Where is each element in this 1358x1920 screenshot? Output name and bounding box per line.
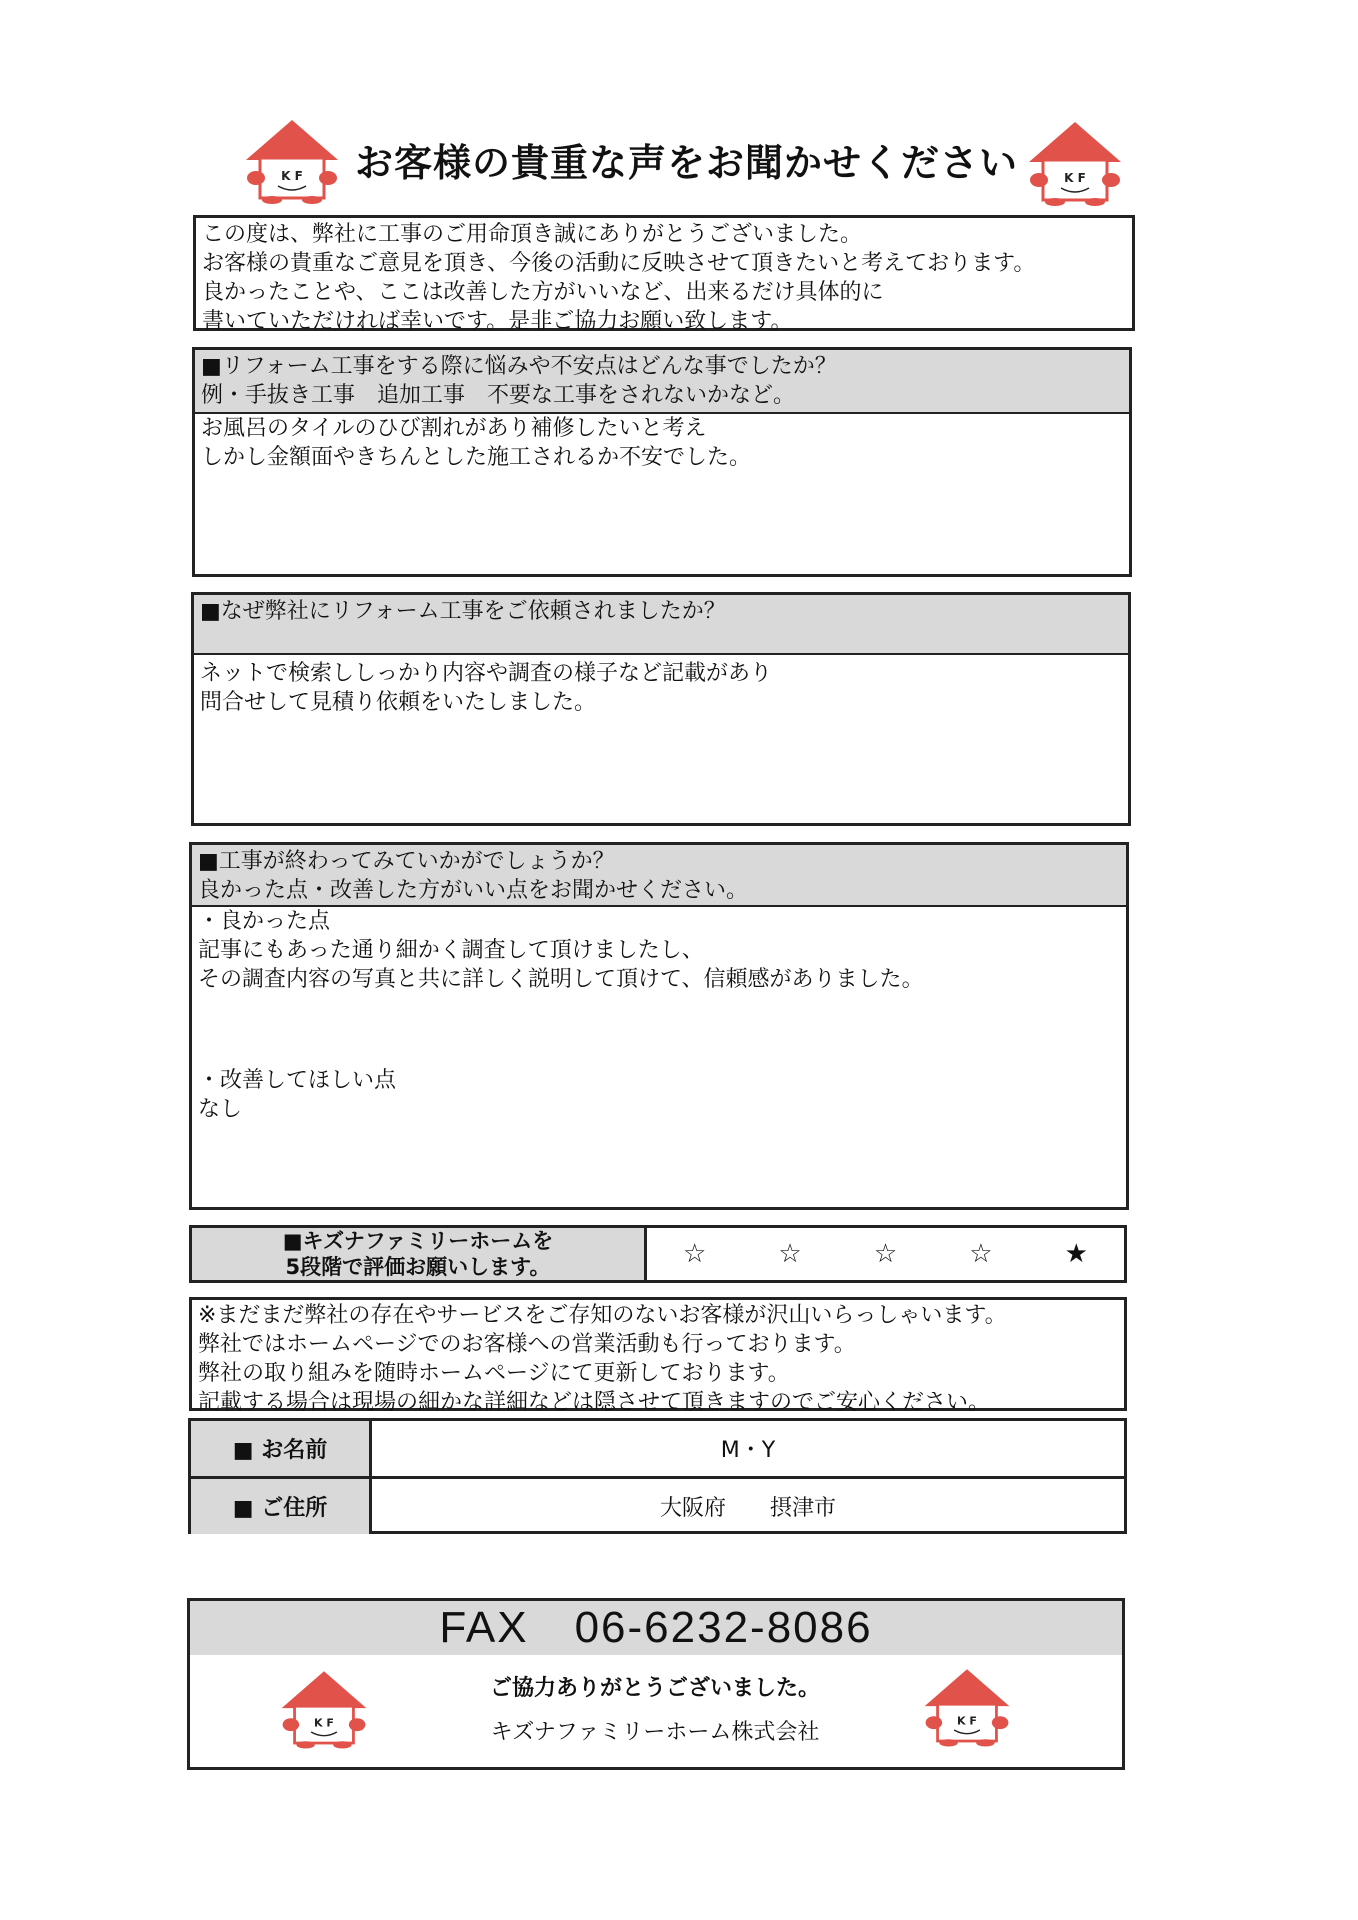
rating-stars (647, 1228, 1124, 1280)
fax-number: FAX 06-6232-8086 (190, 1601, 1122, 1655)
star-filled-icon[interactable]: ★ (1064, 1239, 1088, 1269)
thanks-text: ご協力ありがとうございました。 (489, 1676, 820, 1701)
name-value: M・Y (720, 1438, 776, 1463)
question-1-example: 例・手抜き工事 追加工事 不要な工事をされないかなど。 (201, 383, 796, 408)
question-2-header (194, 595, 1128, 655)
address-label: ■ ご住所 (191, 1479, 372, 1534)
question-3-header (192, 845, 1126, 907)
svg-text:K F: K F (281, 169, 303, 183)
svg-text:K F: K F (957, 1714, 977, 1728)
address-row (191, 1479, 1124, 1534)
improve-points-label: ・改善してほしい点 (198, 1068, 397, 1093)
customer-info-table (188, 1418, 1127, 1534)
notice-box (189, 1297, 1127, 1415)
company-name: キズナファミリーホーム株式会社 (490, 1720, 820, 1745)
answer-1-line: しかし金額面やきちんとした施工されるか不安でした。 (201, 445, 752, 470)
star-icon[interactable]: ☆ (778, 1239, 802, 1269)
question-3-subtitle: 良かった点・改善した方がいい点をお聞かせください。 (198, 878, 749, 903)
question-3-title: ■工事が終わってみていかがでしょうか？ (198, 849, 615, 874)
improve-points-value: なし (198, 1097, 243, 1122)
notice-line: ※まだまだ弊社の存在やサービスをご存知のないお客様が沢山いらっしゃいます。 (198, 1303, 1007, 1328)
kf-logo-icon (921, 1667, 1013, 1751)
star-icon[interactable]: ☆ (683, 1239, 707, 1269)
question-1-title: ■リフォーム工事をする際に悩みや不安点はどんな事でしたか？ (201, 354, 837, 379)
name-label: ■ お名前 (191, 1421, 372, 1476)
notice-line: 弊社の取り組みを随時ホームページにて更新しております。 (198, 1361, 790, 1386)
star-icon[interactable]: ☆ (969, 1239, 993, 1269)
rating-label-line: 5段階で評価お願いします。 (285, 1255, 551, 1279)
intro-line: 良かったことや、ここは改善した方がいいなど、出来るだけ具体的に (202, 280, 884, 305)
name-row (191, 1421, 1124, 1479)
question-1-box (192, 347, 1132, 577)
good-points-label: ・良かった点 (198, 909, 331, 934)
notice-line: 弊社ではホームページでのお客様への営業活動も行っております。 (198, 1332, 856, 1357)
good-points-line: 記事にもあった通り細かく調査して頂けましたし、 (198, 938, 704, 963)
intro-line: お客様の貴重なご意見を頂き、今後の活動に反映させて頂きたいと考えております。 (202, 251, 1036, 276)
intro-line: 書いていただければ幸いです。是非ご協力お願い致します。 (202, 309, 793, 334)
star-icon[interactable]: ☆ (873, 1239, 898, 1269)
rating-label (192, 1228, 647, 1280)
svg-text:K F: K F (314, 1716, 334, 1730)
notice-line: 記載する場合は現場の細かな詳細などは隠させて頂きますのでご安心ください。 (198, 1390, 991, 1415)
rating-label-line: ■キズナファミリーホームを (282, 1229, 554, 1253)
question-2-box (191, 592, 1131, 826)
svg-text:K F: K F (1064, 171, 1086, 185)
answer-1-line: お風呂のタイルのひび割れがあり補修したいと考え (201, 416, 707, 441)
kf-logo-icon (278, 1669, 370, 1753)
intro-box (193, 215, 1135, 334)
footer-box (187, 1598, 1125, 1770)
page-title: お客様の貴重な声をお聞かせください (355, 141, 1019, 185)
good-points-line: その調査内容の写真と共に詳しく説明して頂けて、信頼感がありました。 (198, 967, 924, 992)
answer-2-line: 問合せして見積り依頼をいたしました。 (200, 690, 597, 715)
rating-box (189, 1225, 1127, 1283)
question-2-title: ■なぜ弊社にリフォーム工事をご依頼されましたか？ (200, 599, 726, 624)
kf-logo-icon (242, 118, 342, 204)
kf-logo-icon (1025, 120, 1125, 206)
intro-line: この度は、弊社に工事のご用命頂き誠にありがとうございました。 (202, 222, 863, 247)
answer-2-line: ネットで検索ししっかり内容や調査の様子など記載があり (200, 661, 773, 686)
question-1-header (195, 350, 1129, 414)
question-3-box (189, 842, 1129, 1210)
address-value: 大阪府 摂津市 (659, 1496, 836, 1521)
